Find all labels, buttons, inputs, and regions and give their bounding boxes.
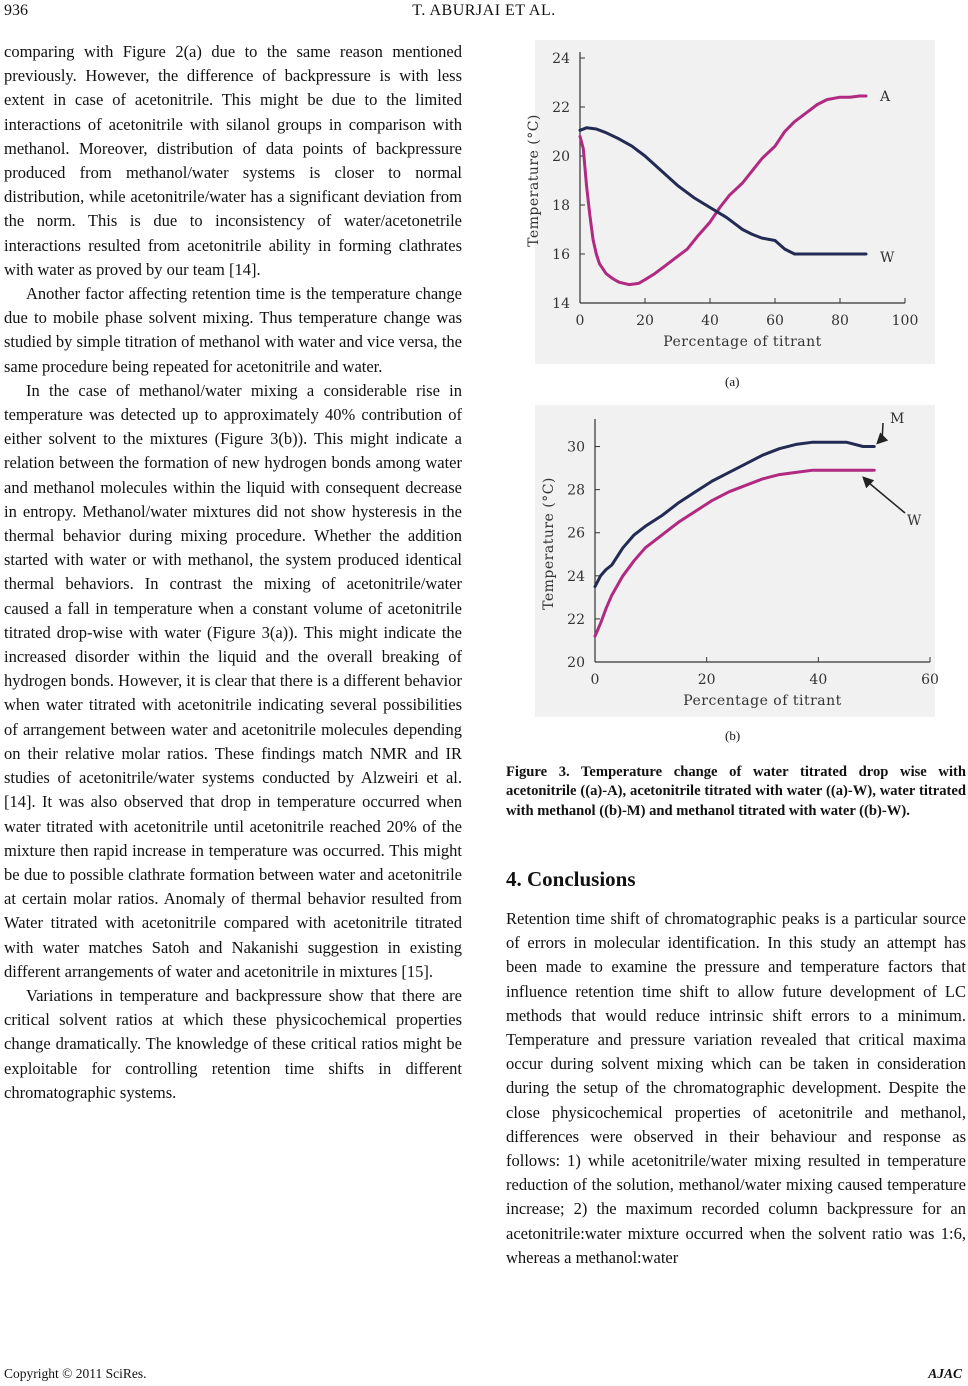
figure-sublabel-b: (b) [725,728,741,743]
x-tick-label: 60 [766,313,784,329]
y-tick-label: 20 [552,149,570,165]
section-heading: 4. Conclusions [506,867,636,891]
series-label-w: W [880,250,895,266]
chart-a [526,40,935,364]
paragraph: In the case of methanol/water mixing a considerable rise in temperature was detected up to approximately 40% contribution of either solvent to the mixtures (Figure 3(b)). This might indicate a relation between the formation of new hydrogen bonds among water and methanol molecules within the liquid with consequent decrease in entropy. Methanol/water mixtures did not show hysteresis in the thermal behavior during mixing procedure. Whether the addition started with water or with methanol, the system produced identical thermal behaviors. In contrast the mixing of acetonitrile/water caused a fall in temperature when a constant volume of acetonitrile titrated drop-wise with water (Figure 3(a)). This might indicate the increased disorder within the liquid and the overall breaking of hydrogen bonds. However, it is clear that there is a different behavior when water titrated with acetonitrile indicating several possibilities of arrangement between water and acetonitrile molecules depending on their relative molar ratios. These findings match NMR and IR studies of acetonitrile/water systems conducted by Alzweiri et al. [14]. It was also observed that drop in temperature occurred when water titrated with acetonitrile until acetonitrile reached 20% of the mixture then rapid increase in temperature was occurred. This might be due to possible clathrate formation between water and acetonitrile at certain molar ratios. Anomaly of thermal behavior resulted from Water titrated with acetonitrile compared with acetonitrile titrated with water matches Satoh and Nakanishi suggestion in existing different arrangements of water and acetonitrile in mixtures [15]. [4,380,462,981]
paragraph: Variations in temperature and backpressure show that there are critical solvent ratios at which these physicochemical properties change dramatically. The knowledge of these critical ratios might be exploitable for controlling retention time shifts in different chromatographic systems. [4,985,462,1102]
x-tick-label: 40 [809,672,828,688]
x-tick-label: 80 [831,313,849,329]
figure-caption: Figure 3. Temperature change of water titrated drop wise with acetonitrile ((a)-A), acetonitrile titrated with water ((a)-W), water titrated with methanol ((b)-M) and methanol titrated with water ((b)-W). [506,764,966,819]
arrow-w-shaft [868,482,905,513]
series-line-w [595,470,874,636]
y-tick-label: 26 [567,525,585,542]
y-axis-label: Temperature (°C) [541,477,557,610]
series-label-w: W [907,513,922,529]
x-tick-label: 40 [701,313,719,329]
left-column [4,40,462,1105]
running-title: T. ABURJAI ET AL. [412,2,556,19]
right-column [506,907,966,1270]
y-axis-label: Temperature (°C) [526,114,542,247]
series-label-m: M [890,411,905,427]
series-line-w [580,128,866,254]
y-tick-label: 14 [552,296,570,312]
paragraph: Retention time shift of chromatographic peaks is a particular source of errors in molecular identification. In this study an attempt has been made to examine the pressure and temperature factors that influence retention time shift to allow future development of LC methods that would reduce intrinsic shift errors to a minimum. Temperature and pressure variation revealed that critical maxima occur during solvent mixing which can be taken in consideration during the setup of the chromatographic development. Despite the close physicochemical properties of acetonitrile and methanol, differences were observed in their behaviour and response as follows: 1) while acetonitrile/water mixing resulted in temperature reduction of the solution, methanol/water mixing caused temperature increase; 2) the maximum recorded column backpressure for an acetonitrile:water mixture occurred when the solvent ratio was 1:6, whereas a methanol:water [506,909,966,1267]
page-number: 936 [4,2,28,19]
figure-sublabel-a: (a) [725,374,740,389]
series-label-a: A [880,88,891,105]
x-tick-label: 100 [891,313,919,329]
paragraph: comparing with Figure 2(a) due to the same reason mentioned previously. However, the difference of backpressure is with less extent in case of acetonitrile. This might be due to the limited interactions of acetonitrile with silanol groups in comparison with methanol. Moreover, distribution of data points of backpressure produced from methanol/water systems is closer to normal distribution, while acetonitrile/water has a significant deviation from the norm. This is due to inconsistency of water/acetonetrile interactions resulted from acetonitrile ability in forming clathrates with water as proved by our team [14]. [4,42,462,279]
y-tick-label: 22 [552,100,570,116]
y-tick-label: 28 [567,482,585,499]
y-tick-label: 24 [567,568,585,585]
series-line-m [595,442,874,586]
y-tick-label: 30 [567,439,585,456]
figure-3b [535,405,939,717]
x-tick-label: 20 [697,672,716,688]
x-axis-label: Percentage of titrant [683,693,842,709]
y-tick-label: 18 [552,198,570,214]
y-tick-label: 20 [567,655,585,671]
y-tick-label: 24 [552,51,570,67]
y-tick-label: 22 [567,611,585,628]
x-tick-label: 60 [921,672,939,688]
chart-b [535,405,939,717]
x-axis-label: Percentage of titrant [663,334,822,350]
series-line-a [580,96,866,285]
x-tick-label: 20 [636,313,654,329]
footer-journal: AJAC [928,1366,962,1381]
footer-copyright: Copyright © 2011 SciRes. [4,1366,147,1381]
x-tick-label: 0 [575,313,585,329]
figure-3a [526,40,935,364]
y-tick-label: 16 [552,247,570,263]
paragraph: Another factor affecting retention time is the temperature change due to mobile phase solvent mixing. Thus temperature change was studied by simple titration of methanol with water and vice versa, the same procedure being repeated for acetonitrile and water. [4,284,462,376]
x-tick-label: 0 [590,672,600,688]
